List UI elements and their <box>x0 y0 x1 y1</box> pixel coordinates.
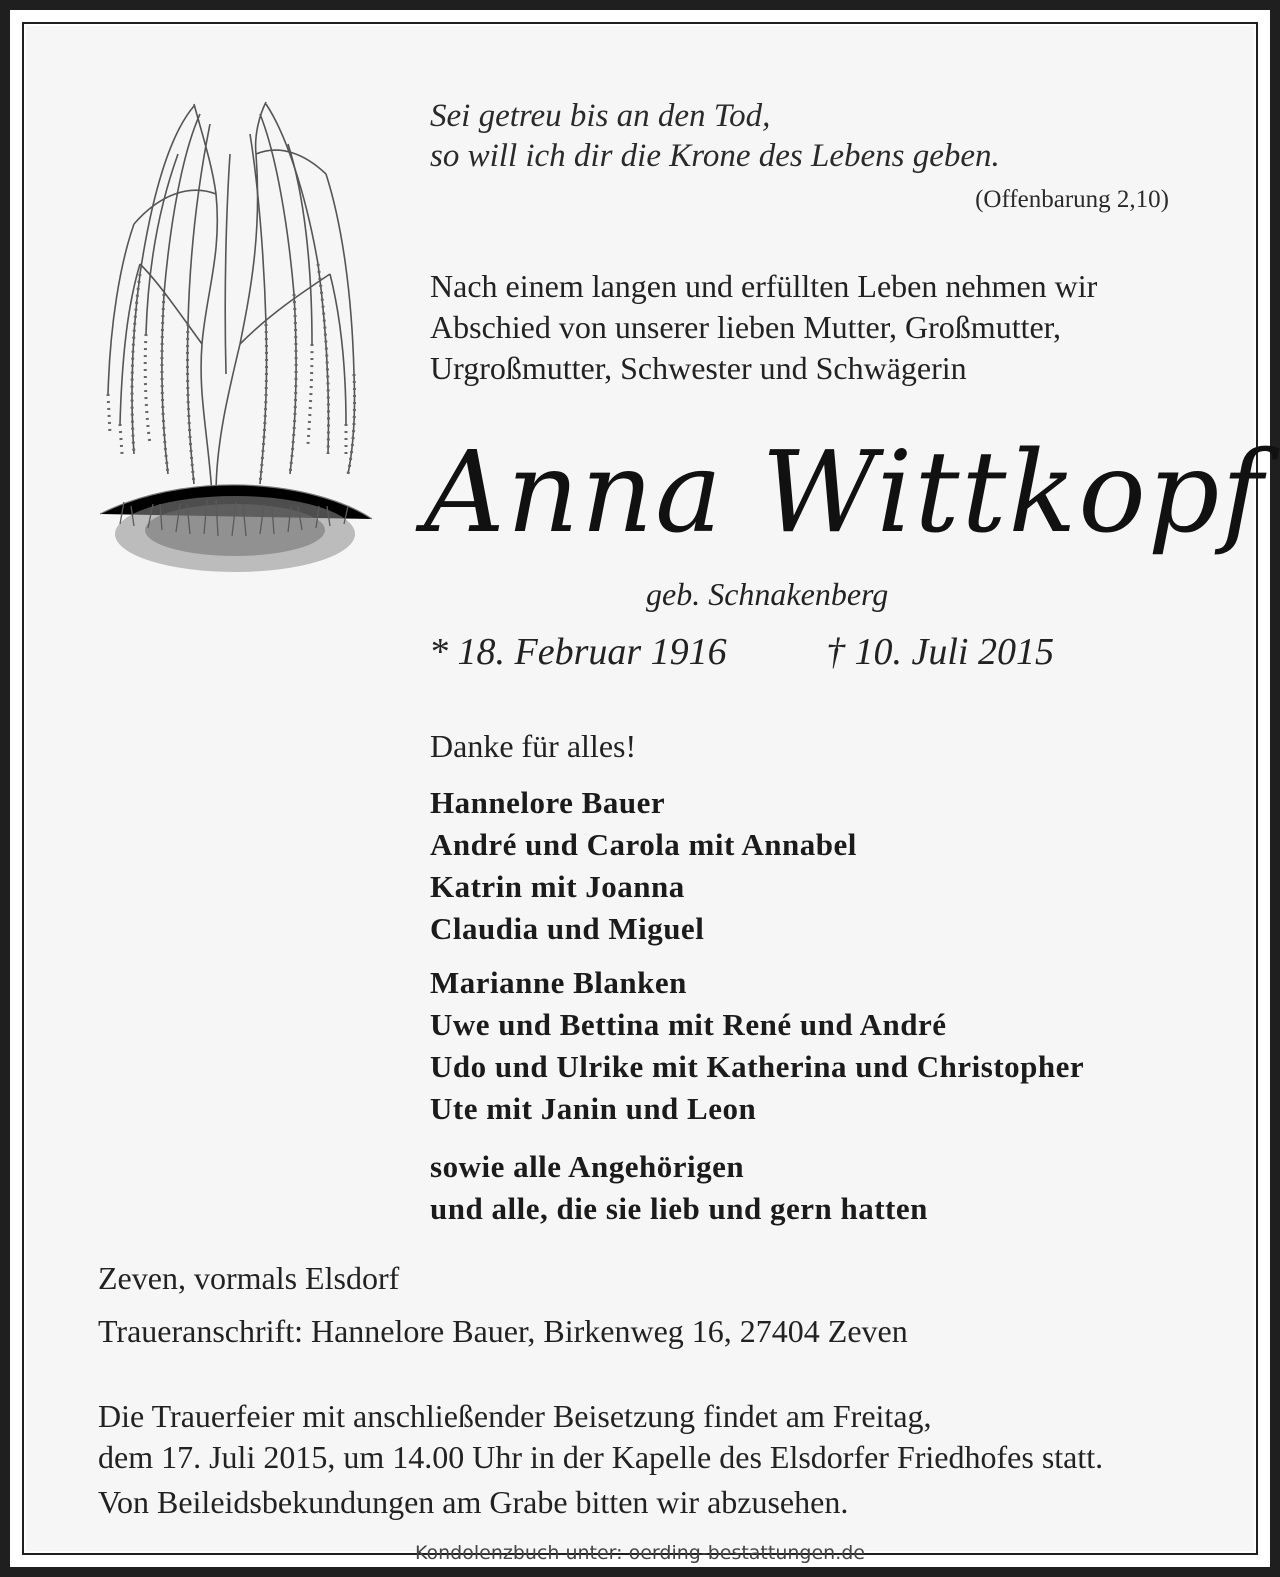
bible-verse <box>430 96 1000 176</box>
mourner-line: Claudia und Miguel <box>430 911 705 946</box>
service-line: dem 17. Juli 2015, um 14.00 Uhr in der Kapelle des Elsdorfer Friedhofes statt. <box>98 1439 1104 1475</box>
mourner-line: Marianne Blanken <box>430 965 687 1000</box>
verse-line: so will ich dir die Krone des Lebens geben. <box>430 138 1000 174</box>
mourner-line: Katrin mit Joanna <box>430 869 685 904</box>
mourner-group-3 <box>430 1146 928 1230</box>
mourner-line: und alle, die sie lieb und gern hatten <box>430 1191 928 1226</box>
mourner-group-1 <box>430 782 857 950</box>
verse-citation: (Offenbarung 2,10) <box>975 186 1169 213</box>
mourner-line: Uwe und Bettina mit René und André <box>430 1007 947 1042</box>
mourner-line: Hannelore Bauer <box>430 785 666 820</box>
mourning-address: Traueranschrift: Hannelore Bauer, Birkenweg 16, 27404 Zeven <box>98 1313 908 1349</box>
maiden-name: geb. Schnakenberg <box>646 576 889 612</box>
weeping-willow-icon <box>90 94 380 614</box>
service-info <box>98 1396 1103 1478</box>
birth-date: * 18. Februar 1916 <box>429 631 727 673</box>
intro-line: Abschied von unserer lieben Mutter, Großmutter, <box>430 309 1062 345</box>
intro-text <box>430 266 1097 389</box>
mourner-group-2 <box>430 962 1084 1130</box>
intro-line: Urgroßmutter, Schwester und Schwägerin <box>430 350 967 386</box>
verse-line: Sei getreu bis an den Tod, <box>430 98 771 134</box>
intro-line: Nach einem langen und erfüllten Leben nehmen wir <box>430 268 1098 304</box>
obituary-notice <box>26 26 1265 1564</box>
thanks-text: Danke für alles! <box>430 728 637 764</box>
deceased-name: Anna Wittkopf <box>424 428 1265 558</box>
mourner-line: André und Carola mit Annabel <box>430 827 857 862</box>
condolence-note: Von Beileidsbekundungen am Grabe bitten wir abzusehen. <box>98 1484 849 1520</box>
service-line: Die Trauerfeier mit anschließender Beisetzung findet am Freitag, <box>98 1398 932 1434</box>
mourner-line: sowie alle Angehörigen <box>430 1149 745 1184</box>
location-text: Zeven, vormals Elsdorf <box>98 1260 400 1296</box>
death-date: † 10. Juli 2015 <box>826 631 1054 673</box>
mourner-line: Ute mit Janin und Leon <box>430 1091 757 1126</box>
condolence-book-link[interactable]: Kondolenzbuch unter: oerding-bestattungen.de <box>414 1542 866 1564</box>
mourner-line: Udo und Ulrike mit Katherina und Christopher <box>430 1049 1085 1084</box>
